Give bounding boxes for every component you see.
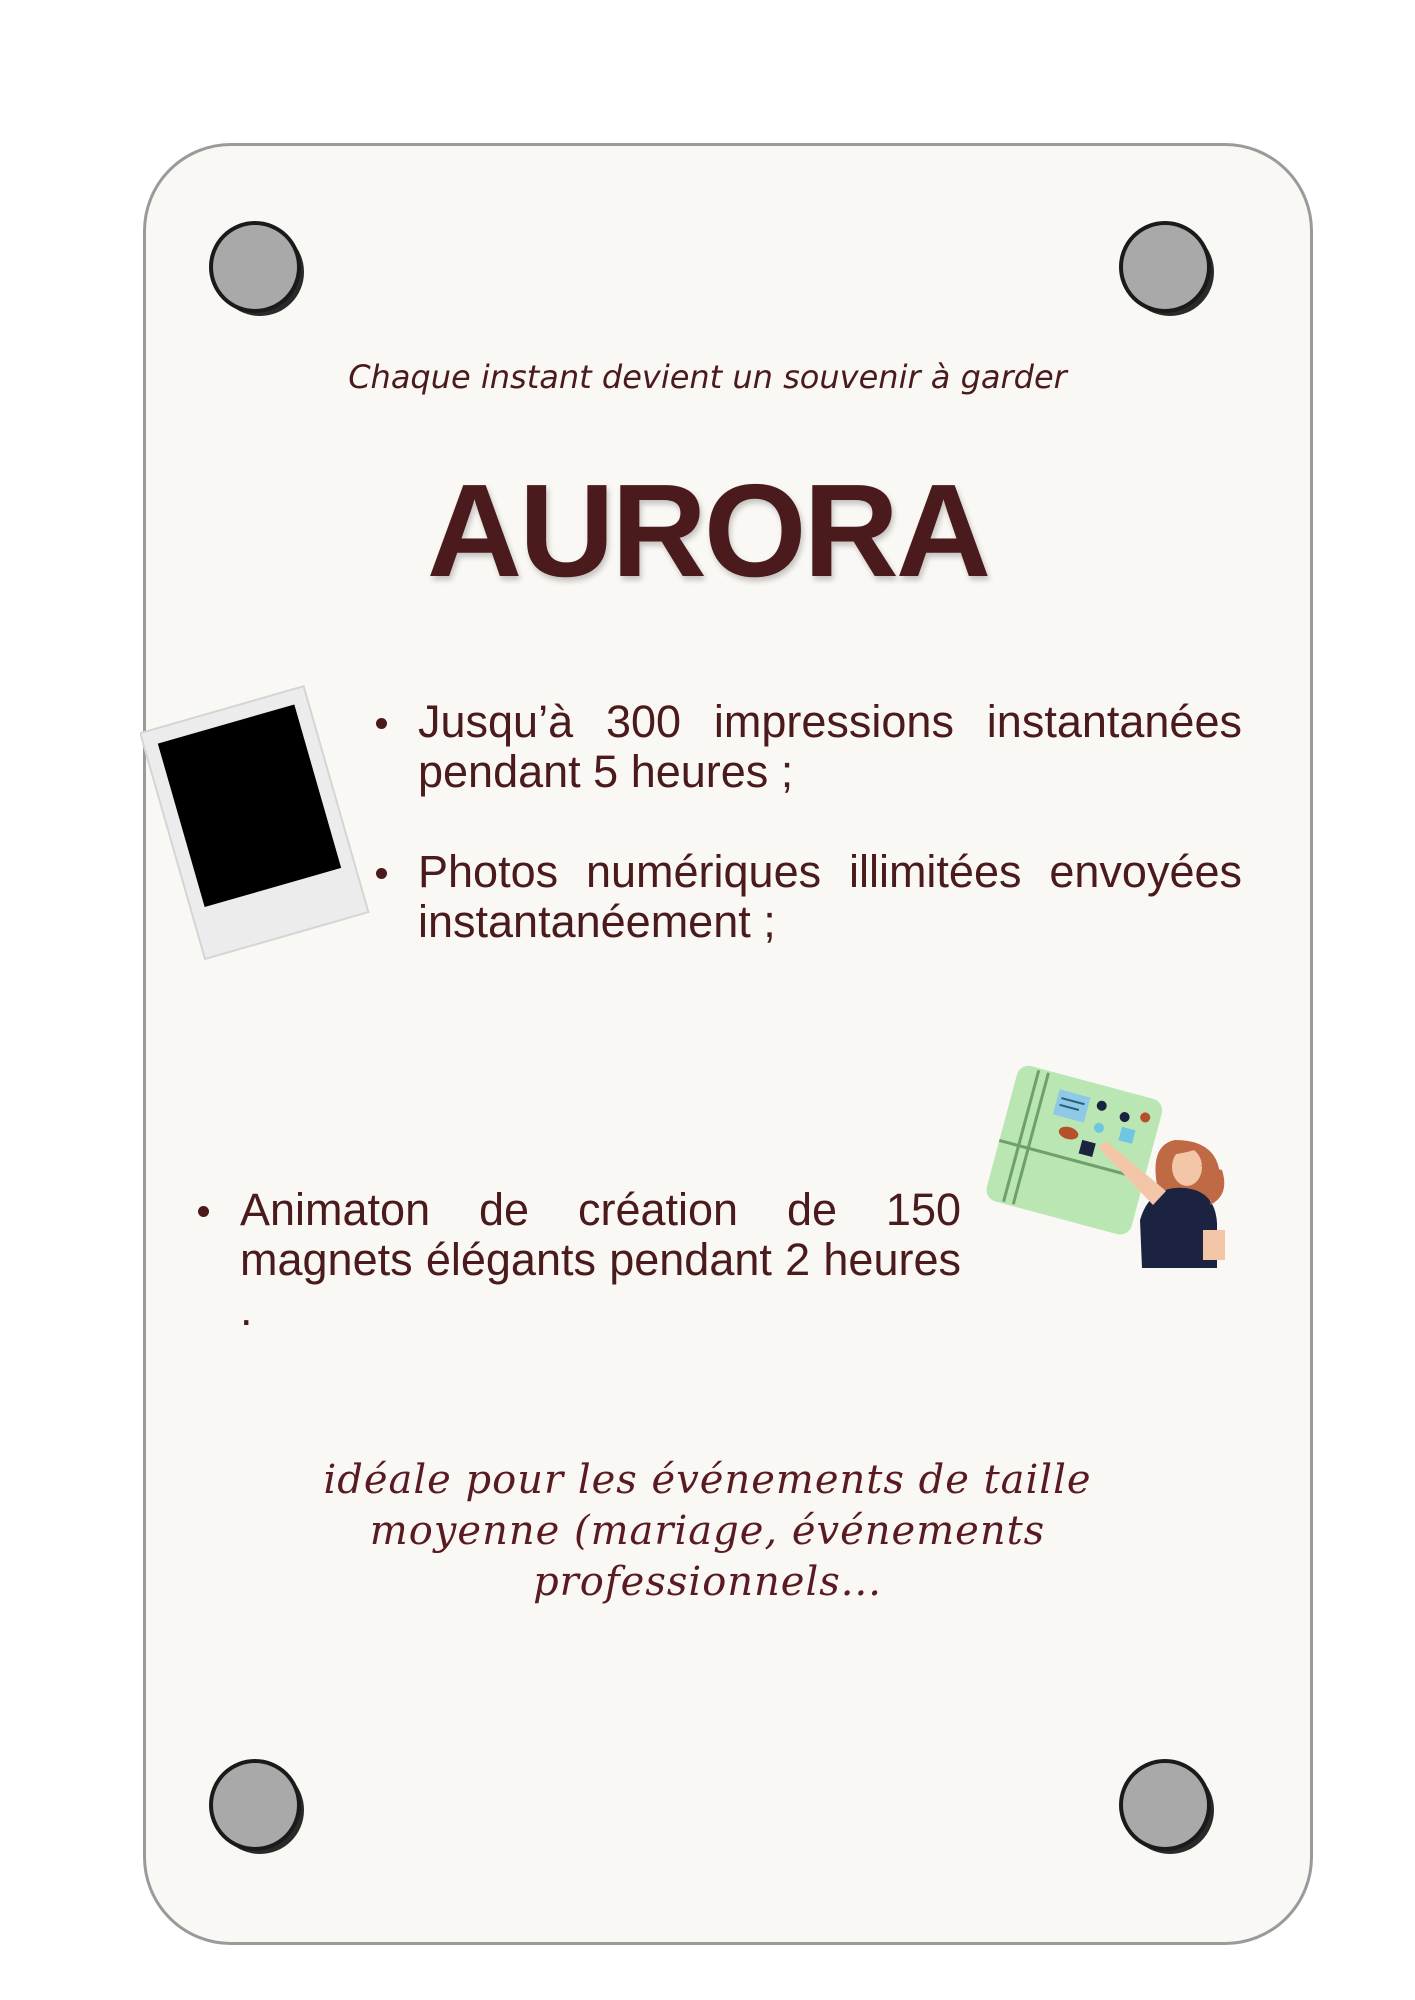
pin-icon-bottom-left [205,1755,305,1855]
list-item: Animaton de création de 150 magnets élégants pendant 2 heures . [196,1185,961,1335]
woman-fridge-magnets-illustration [975,1055,1245,1275]
list-item: Jusqu’à 300 impressions instantanées pendant 5 heures ; [374,697,1242,797]
list-item: Photos numériques illimitées envoyées instantanéement ; [374,847,1242,947]
pin-icon-top-left [205,217,305,317]
feature-list-top [374,697,1242,947]
note-line: professionnels... [533,1559,882,1605]
pin-icon-bottom-right [1115,1755,1215,1855]
note-line: idéale pour les événements de taille [323,1457,1092,1503]
note-handwritten [0,1455,1415,1608]
pin-icon-top-right [1115,217,1215,317]
tagline: Chaque instant devient un souvenir à garder [348,358,1067,396]
page-title: AURORA [426,457,989,604]
polaroid-photo-icon [140,680,370,970]
feature-list-bottom [196,1185,961,1335]
card [143,143,1313,1945]
note-line: moyenne (mariage, événements [369,1508,1046,1554]
